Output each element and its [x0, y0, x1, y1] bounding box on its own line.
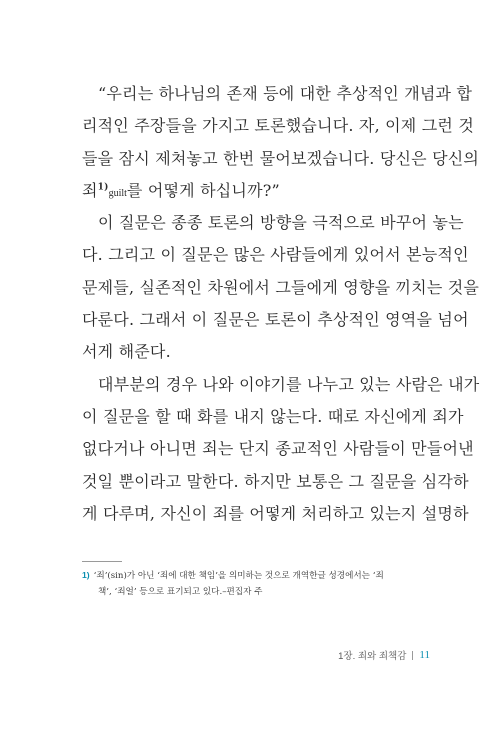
running-footer [338, 648, 430, 662]
text-line: 이 질문을 할 때 화를 내지 않는다. 때로 자신에게 죄가 [82, 406, 464, 426]
text-line: 리적인 주장들을 가지고 토론했습니다. 자, 이제 그런 것 [82, 116, 475, 136]
text-fragment: 를 어떻게 하십니까?” [126, 180, 280, 200]
text-line: 서게 해준다. [82, 342, 171, 362]
footnote-divider [82, 561, 122, 562]
text-line: 다룬다. 그래서 이 질문은 토론이 추상적인 영역을 넘어 [82, 310, 469, 330]
footnote [82, 567, 434, 600]
footnote-text: 책’, ‘죄얼’ 등으로 표기되고 있다.–편집자 주 [98, 587, 263, 597]
chapter-title: 1장. 죄와 죄책감 [338, 651, 407, 662]
text-line: 다. 그리고 이 질문은 많은 사람들에게 있어서 본능적인 [82, 245, 469, 265]
footnote-mark: 1) [82, 570, 90, 580]
page-number: 11 [419, 649, 430, 661]
text-line: “우리는 하나님의 존재 등에 대한 추상적인 개념과 합 [98, 84, 473, 103]
text-line: 게 다루며, 자신이 죄를 어떻게 처리하고 있는지 설명하 [82, 503, 469, 523]
gloss-text: guilt [108, 187, 127, 199]
text-line: 것일 뿐이라고 말한다. 하지만 보통은 그 질문을 심각하 [82, 471, 469, 491]
footer-divider [412, 651, 413, 660]
text-fragment: 죄 [82, 180, 98, 200]
body-text [82, 78, 480, 530]
text-line: 없다거나 아니면 죄는 단지 종교적인 사람들이 만들어낸 [82, 439, 474, 459]
footnote-reference[interactable]: 1) [97, 182, 109, 193]
text-line: 대부분의 경우 나와 이야기를 나누고 있는 사람은 내가 [98, 374, 480, 394]
text-line: 문제들, 실존적인 차원에서 그들에게 영향을 끼치는 것을 [82, 277, 480, 297]
text-line: 이 질문은 종종 토론의 방향을 극적으로 바꾸어 놓는 [98, 213, 464, 233]
text-line: 들을 잠시 제쳐놓고 한번 물어보겠습니다. 당신은 당신의 [82, 148, 480, 168]
footnote-text: ‘죄’(sin)가 아닌 ‘죄에 대한 책임’을 의미하는 것으로 개역한글 성경에서는 ‘죄 [93, 571, 384, 581]
text-line [82, 175, 432, 207]
